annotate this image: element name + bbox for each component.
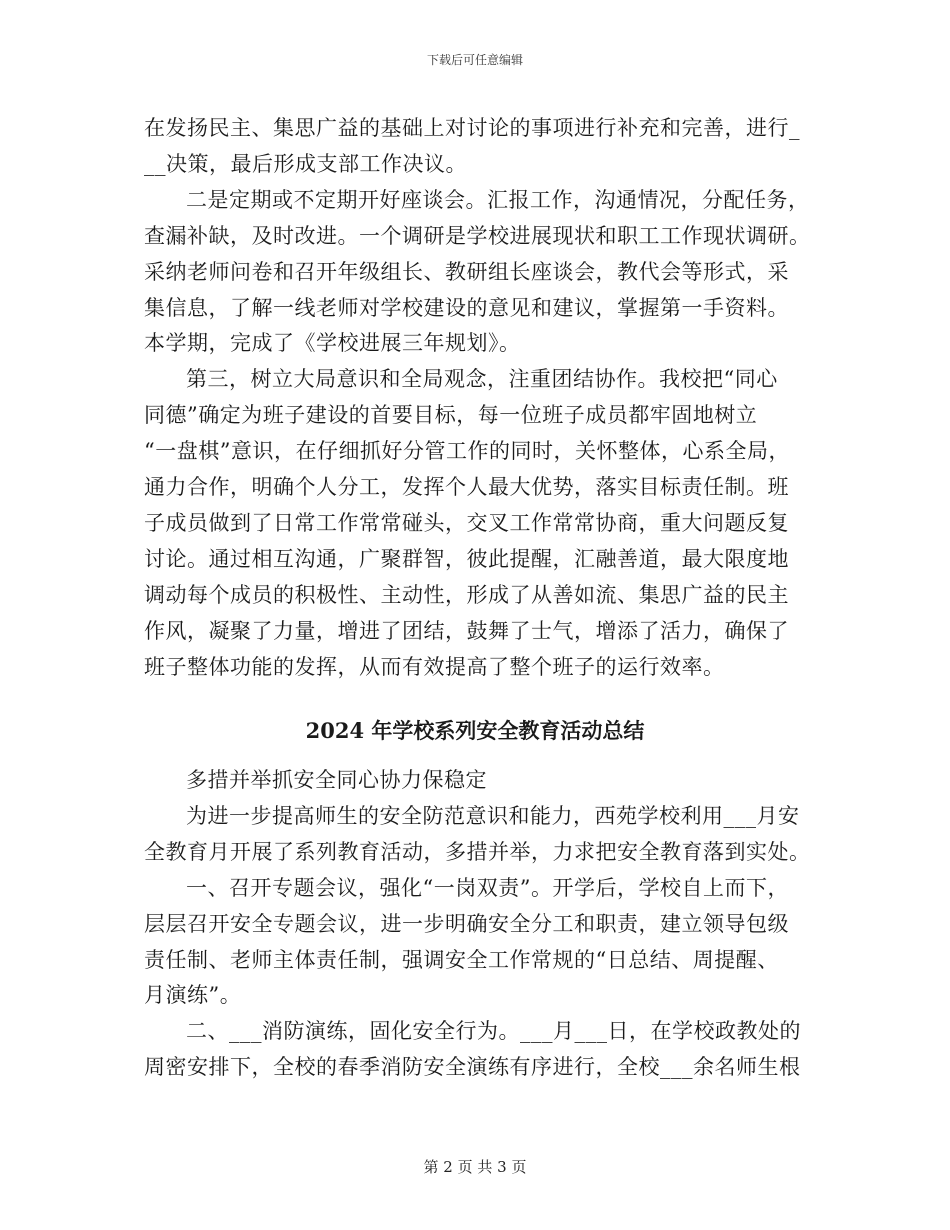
section-title: 2024 年学校系列安全教育活动总结 (305, 718, 645, 743)
text-line: 层层召开安全专题会议，进一步明确安全分工和职责，建立领导包级 (144, 911, 789, 936)
text-line: 作风，凝聚了力量，增进了团结，鼓舞了士气，增添了活力，确保了 (144, 618, 789, 643)
text-line: 调动每个成员的积极性、主动性，形成了从善如流、集思广益的民主 (144, 582, 789, 607)
text-line: 集信息，了解一线老师对学校建设的意见和建议，掌握第一手资料。 (144, 295, 789, 320)
text-line: 同德”确定为班子建设的首要目标，每一位班子成员都牢固地树立 (144, 403, 758, 428)
text-line: 周密安排下，全校的春季消防安全演练有序进行，全校___余名师生根 (144, 1055, 801, 1080)
text-line: __决策，最后形成支部工作决议。 (144, 151, 467, 176)
text-line: 为进一步提高师生的安全防范意识和能力，西苑学校利用___月安 (186, 803, 800, 828)
text-line: 多措并举抓安全同心协力保稳定 (186, 768, 487, 792)
text-line: 二是定期或不定期开好座谈会。汇报工作，沟通情况，分配任务， (186, 187, 810, 212)
text-line: 讨论。通过相互沟通，广聚群智，彼此提醒，汇融善道，最大限度地 (144, 546, 789, 571)
page-header: 下载后可任意编辑 (426, 53, 523, 67)
text-line: 在发扬民主、集思广益的基础上对讨论的事项进行补充和完善，进行_ (144, 116, 800, 140)
text-line: 全教育月开展了系列教育活动，多措并举，力求把安全教育落到实处。 (144, 839, 811, 864)
text-line: 责任制、老师主体责任制，强调安全工作常规的“日总结、周提醒、 (144, 947, 779, 972)
text-line: 班子整体功能的发挥，从而有效提高了整个班子的运行效率。 (144, 654, 725, 679)
text-line: 第三，树立大局意识和全局观念，注重团结协作。我校把“同心 (186, 367, 778, 392)
text-line: 月演练”。 (144, 983, 242, 1008)
text-line: 本学期，完成了《学校进展三年规划》。 (144, 331, 521, 356)
text-line: 二、___消防演练，固化安全行为。___月___日，在学校政教处的 (186, 1019, 801, 1044)
text-line: 采纳老师问卷和召开年级组长、教研组长座谈会，教代会等形式，采 (144, 259, 789, 284)
text-line: 通力合作，明确个人分工，发挥个人最大优势，落实目标责任制。班 (144, 475, 789, 499)
text-line: 查漏补缺，及时改进。一个调研是学校进展现状和职工工作现状调研。 (144, 223, 811, 248)
text-line: 一、召开专题会议，强化“一岗双责”。开学后，学校自上而下， (186, 875, 789, 900)
page-footer: 第 2 页 共 3 页 (423, 1158, 527, 1176)
text-line: 子成员做到了日常工作常常碰头，交叉工作常常协商，重大问题反复 (144, 510, 789, 535)
text-line: “一盘棋”意识，在仔细抓好分管工作的同时，关怀整体，心系全局， (144, 439, 790, 464)
